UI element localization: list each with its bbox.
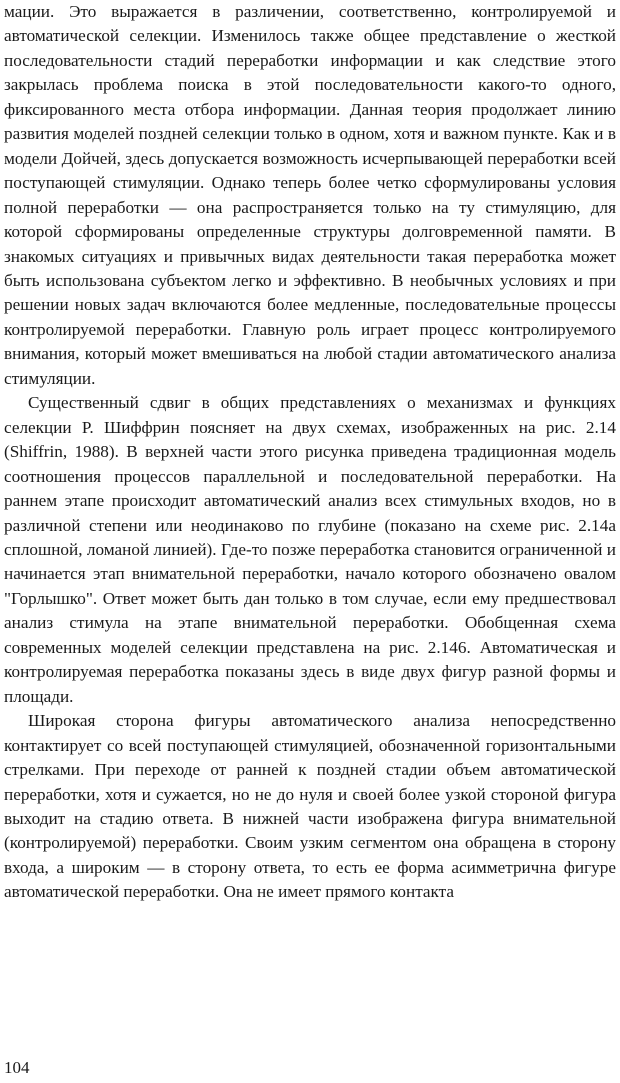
paragraph-3: Широкая сторона фигуры автоматического анализа непосредственно контактирует со всей поступающей стимуляцией, обозначенной горизонтальными стрелками. При переходе от ранней к поздней стадии объем автоматической переработки, хотя и сужается, но не до нуля и своей более узкой стороной фигура выходит на стадию ответа. В нижней части изображена фигура внимательной (контролируемой) переработки. Своим узким сегментом она обращена в сторону входа, а широким — в сторону ответа, то есть ее форма асимметрична фигуре автоматической переработки. Она не имеет прямого контакта xyxy=(4,711,616,902)
body-text xyxy=(4,0,616,905)
paragraph-1: мации. Это выражается в различении, соответственно, контролируемой и автоматической селекции. Изменилось также общее представление о жесткой последовательности стадий переработки информации и как следствие этого закрылась проблема поиска в этой последовательности какого-то одного, фиксированного места отбора информации. Данная теория продолжает линию развития моделей поздней селекции только в одном, хотя и важном пункте. Как и в модели Дойчей, здесь допускается возможность исчерпывающей переработки всей поступающей стимуляции. Однако теперь более четко сформулированы условия полной переработки — она распространяется только на ту стимуляцию, для которой сформированы определенные структуры долговременной памяти. В знакомых ситуациях и привычных видах деятельности такая переработка может быть использована субъектом легко и эффективно. В необычных условиях и при решении новых задач включаются более медленные, последовательные процессы контролируемой переработки. Главную роль играет процесс контролируемого внимания, который может вмешиваться на любой стадии автоматического анализа стимуляции. xyxy=(4,2,616,388)
page-number: 104 xyxy=(4,1058,30,1077)
paragraph-2: Существенный сдвиг в общих представлениях о механизмах и функциях селекции Р. Шиффрин поясняет на двух схемах, изображенных на рис. 2.14 (Shiffrin, 1988). В верхней части этого рисунка приведена традиционная модель соотношения процессов параллельной и последовательной переработки. На раннем этапе происходит автоматический анализ всех стимульных входов, но в различной степени или неодинаково по глубине (показано на схеме рис. 2.14а сплошной, ломаной линией). Где-то позже переработка становится ограниченной и начинается этап внимательной переработки, начало которого обозначено овалом "Горлышко". Ответ может быть дан только в том случае, если ему предшествовал анализ стимула на этапе внимательной переработки. Обобщенная схема современных моделей селекции представлена на рис. 2.146. Автоматическая и контролируемая переработка показаны здесь в виде двух фигур разной формы и площади. xyxy=(4,393,616,706)
